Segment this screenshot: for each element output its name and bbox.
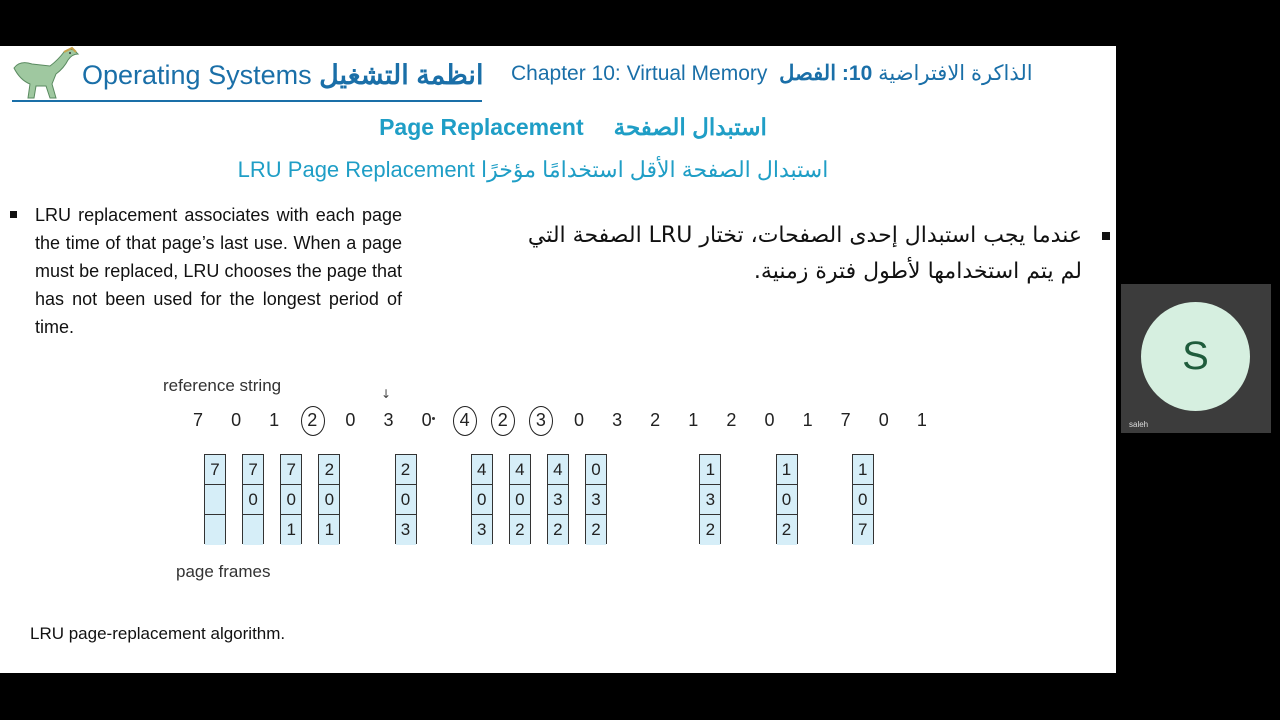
frame-cell: 1 bbox=[853, 455, 873, 485]
slide-subtitle-en: LRU Page Replacement bbox=[237, 157, 475, 182]
frame-cell: 7 bbox=[243, 455, 263, 485]
page-frame bbox=[852, 454, 874, 544]
reference-number: 0 bbox=[421, 410, 432, 430]
page-frame bbox=[585, 454, 607, 544]
page-frames-label: page frames bbox=[176, 562, 271, 581]
frame-cell: 4 bbox=[548, 455, 568, 485]
frame-cell: 3 bbox=[472, 515, 492, 545]
course-title-en: Operating Systems bbox=[82, 60, 312, 90]
reference-number: 7 bbox=[840, 410, 851, 430]
page-frame bbox=[509, 454, 531, 544]
frame-cell: 4 bbox=[510, 455, 530, 485]
frame-cell: 2 bbox=[700, 515, 720, 545]
frame-cell: 2 bbox=[548, 515, 568, 545]
reference-number: 4 bbox=[459, 410, 470, 430]
chapter-title bbox=[511, 61, 1033, 86]
reference-number: 2 bbox=[726, 410, 737, 430]
frame-cell: 0 bbox=[243, 485, 263, 515]
reference-number: 3 bbox=[383, 410, 394, 430]
participant-tile[interactable] bbox=[1121, 284, 1271, 433]
frame-cell bbox=[243, 515, 263, 545]
frame-cell: 0 bbox=[853, 485, 873, 515]
frame-cell: 0 bbox=[281, 485, 301, 515]
frame-cell: 3 bbox=[396, 515, 416, 545]
frame-cell: 3 bbox=[548, 485, 568, 515]
chapter-title-en: Chapter 10: Virtual Memory bbox=[511, 62, 768, 85]
reference-number: 3 bbox=[612, 410, 623, 430]
page-frame bbox=[204, 454, 226, 544]
page-frame bbox=[776, 454, 798, 544]
circle-mark bbox=[491, 406, 515, 436]
reference-number: 2 bbox=[650, 410, 661, 430]
reference-number: 0 bbox=[764, 410, 775, 430]
frame-cell: 0 bbox=[586, 455, 606, 485]
frame-cell bbox=[205, 515, 225, 545]
frame-cell: 4 bbox=[472, 455, 492, 485]
pointer-arrow-icon: ↓ bbox=[381, 387, 392, 401]
frame-cell: 0 bbox=[777, 485, 797, 515]
circle-mark bbox=[453, 406, 477, 436]
frame-cell: 2 bbox=[396, 455, 416, 485]
bullet-arabic bbox=[520, 218, 1110, 290]
bullet-arabic-text: عندما يجب استبدال إحدى الصفحات، تختار LRU الصفحة التي لم يتم استخدامها لأطول فترة زمنية. bbox=[527, 223, 1082, 284]
chapter-prefix-ar: الفصل bbox=[779, 62, 837, 85]
frame-cell bbox=[205, 485, 225, 515]
slide-title bbox=[0, 114, 1116, 141]
frame-cell: 0 bbox=[319, 485, 339, 515]
reference-number: 7 bbox=[192, 410, 203, 430]
frame-cell: 3 bbox=[700, 485, 720, 515]
chapter-title-ar: الذاكرة الافتراضية bbox=[878, 62, 1033, 85]
frame-cell: 7 bbox=[853, 515, 873, 545]
frame-cell: 0 bbox=[396, 485, 416, 515]
frame-cell: 7 bbox=[205, 455, 225, 485]
reference-number: 0 bbox=[345, 410, 356, 430]
frame-cell: 1 bbox=[281, 515, 301, 545]
page-frame bbox=[471, 454, 493, 544]
frame-cell: 2 bbox=[510, 515, 530, 545]
reference-string-label: reference string bbox=[163, 376, 282, 395]
dinosaur-mascot-icon bbox=[6, 46, 84, 102]
page-frame bbox=[280, 454, 302, 544]
circle-mark bbox=[529, 406, 553, 436]
participant-name: saleh bbox=[1129, 420, 1149, 429]
circle-mark bbox=[301, 406, 325, 436]
course-title-ar: انظمة التشغيل bbox=[319, 60, 484, 90]
bullet-square-icon bbox=[10, 211, 17, 218]
reference-number: 0 bbox=[231, 410, 242, 430]
page-frame bbox=[318, 454, 340, 544]
frame-cell: 1 bbox=[777, 455, 797, 485]
frame-cell: 2 bbox=[586, 515, 606, 545]
frame-cell: 2 bbox=[777, 515, 797, 545]
slide bbox=[0, 46, 1116, 673]
chapter-number: 10: bbox=[841, 62, 873, 85]
bullet-english-text: LRU replacement associates with each page the time of that page’s last use. When a page must be replaced, LRU chooses the page that has not been used for the longest period of time. bbox=[35, 205, 402, 337]
slide-title-en: Page Replacement bbox=[379, 114, 584, 140]
frame-cell: 3 bbox=[586, 485, 606, 515]
slide-subtitle-ar: استبدال الصفحة الأقل استخدامًا مؤخرًا bbox=[481, 157, 829, 182]
course-title bbox=[82, 60, 483, 91]
reference-number: 1 bbox=[802, 410, 813, 430]
page-frame bbox=[699, 454, 721, 544]
reference-number: 0 bbox=[573, 410, 584, 430]
bullet-english bbox=[10, 201, 402, 341]
frame-cell: 1 bbox=[319, 515, 339, 545]
figure-caption: LRU page-replacement algorithm. bbox=[30, 624, 286, 643]
page-frame bbox=[395, 454, 417, 544]
page-frame bbox=[242, 454, 264, 544]
page-frame bbox=[547, 454, 569, 544]
reference-number: 1 bbox=[916, 410, 927, 430]
frame-cell: 1 bbox=[700, 455, 720, 485]
frame-cell: 0 bbox=[510, 485, 530, 515]
reference-number: 0 bbox=[878, 410, 889, 430]
reference-number: 2 bbox=[497, 410, 508, 430]
bullet-square-icon bbox=[1102, 232, 1110, 240]
reference-number: 2 bbox=[307, 410, 318, 430]
avatar: S bbox=[1141, 302, 1250, 411]
frame-cell: 2 bbox=[319, 455, 339, 485]
slide-title-ar: استبدال الصفحة bbox=[613, 114, 767, 140]
frame-cell: 7 bbox=[281, 455, 301, 485]
reference-number: 1 bbox=[688, 410, 699, 430]
slide-subtitle bbox=[0, 157, 1066, 183]
reference-number: 3 bbox=[535, 410, 546, 430]
reference-number: 1 bbox=[269, 410, 280, 430]
header-divider bbox=[12, 100, 482, 102]
frame-cell: 0 bbox=[472, 485, 492, 515]
